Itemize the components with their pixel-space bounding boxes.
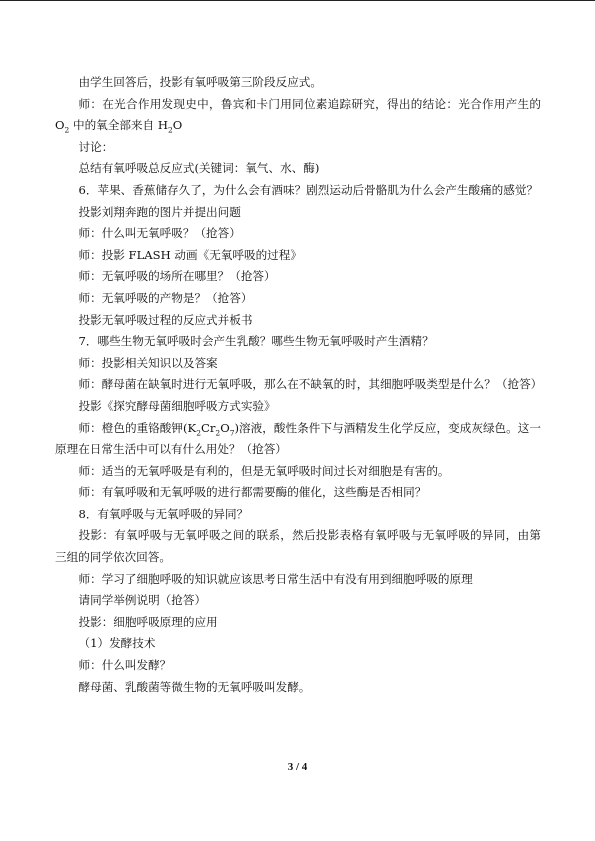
paragraph xyxy=(55,223,541,245)
paragraph xyxy=(55,137,541,159)
paragraph-text: 师：在光合作用发现史中，鲁宾和卡门用同位素追踪研究，得出的结论：光合作用产生的 O xyxy=(55,96,541,133)
header-rule xyxy=(0,0,595,1)
paragraph xyxy=(55,331,541,353)
paragraph-text: O xyxy=(220,420,230,435)
paragraph-text: 师：投影相关知识以及答案 xyxy=(78,355,218,370)
paragraph-text: 7．哪些生物无氧呼吸时会产生乳酸？哪些生物无氧呼吸时产生酒精？ xyxy=(78,334,434,349)
paragraph xyxy=(55,266,541,288)
paragraph-text: 投影：有氧呼吸与无氧呼吸之间的联系，然后投影表格有氧呼吸与无氧呼吸的异同，由第三组的同学依次回答。 xyxy=(55,528,541,565)
subscript-text: 2 xyxy=(64,125,70,135)
paragraph xyxy=(55,677,541,699)
paragraph xyxy=(55,158,541,180)
paragraph-text: 师：适当的无氧呼吸是有利的，但是无氧呼吸时间过长对细胞是有害的。 xyxy=(78,463,450,478)
paragraph-text: 6．苹果、香蕉储存久了，为什么会有酒味？剧烈运动后骨骼肌为什么会产生酸痛的感觉？ xyxy=(78,182,539,197)
paragraph-text: 师：橙色的重铬酸钾(K xyxy=(78,420,197,435)
paragraph-text: 投影：细胞呼吸原理的应用 xyxy=(78,614,218,629)
paragraph-text: 请同学举例说明（抢答） xyxy=(78,593,207,608)
paragraph-text: 师：无氧呼吸的产物是？（抢答） xyxy=(78,290,253,305)
paragraph-text: Cr xyxy=(201,420,216,435)
paragraph-text: 中的氧全部来自 H xyxy=(69,118,168,133)
paragraph xyxy=(55,202,541,224)
paragraph-text: 由学生回答后，投影有氧呼吸第三阶段反应式。 xyxy=(78,75,322,89)
paragraph-text: 投影无氧呼吸过程的反应式并板书 xyxy=(78,312,253,327)
paragraph xyxy=(55,72,541,94)
paragraph-text: O xyxy=(172,118,183,133)
paragraph xyxy=(55,461,541,483)
paragraph xyxy=(55,418,541,461)
paragraph xyxy=(55,569,541,591)
paragraph-text: )溶液，酸性条件下与酒精发生化学反应，变成灰绿色。这一原理在日常生活中可以有什么用处？（抢答） xyxy=(55,420,541,457)
subscript-text: 2 xyxy=(215,427,221,437)
paragraph-text: 师：酵母菌在缺氧时进行无氧呼吸，那么在不缺氧的时，其细胞呼吸类型是什么？（抢答） xyxy=(78,377,543,392)
paragraph-text: 师：投影 FLASH 动画《无氧呼吸的过程》 xyxy=(78,247,302,262)
paragraph-text: 投影刘翔奔跑的图片并提出问题 xyxy=(78,204,241,219)
paragraph-text: 8．有氧呼吸与无氧呼吸的异同？ xyxy=(78,506,249,521)
subscript-text: 2 xyxy=(196,427,201,437)
paragraph xyxy=(55,655,541,677)
paragraph xyxy=(55,633,541,655)
paragraph xyxy=(55,94,541,137)
paragraph xyxy=(55,482,541,504)
page-number: 3 / 4 xyxy=(287,761,308,773)
paragraph-text: 师：无氧呼吸的场所在哪里？（抢答） xyxy=(78,269,276,284)
paragraph-text: 投影《探究酵母菌细胞呼吸方式实验》 xyxy=(78,398,276,413)
document-body xyxy=(55,72,541,698)
paragraph xyxy=(55,245,541,267)
paragraph-text: 讨论： xyxy=(78,139,114,154)
paragraph-text: 师：什么叫发酵？ xyxy=(78,658,172,673)
paragraph xyxy=(55,504,541,526)
paragraph-text: 师：学习了细胞呼吸的知识就应该思考日常生活中有没有用到细胞呼吸的原理 xyxy=(78,571,473,586)
paragraph-text: 总结有氧呼吸总反应式(关键词：氧气、水、酶) xyxy=(78,161,320,176)
paragraph-text: （1）发酵技术 xyxy=(78,636,156,651)
paragraph-text: 酵母菌、乳酸菌等微生物的无氧呼吸叫发酵。 xyxy=(78,679,311,694)
paragraph xyxy=(55,612,541,634)
paragraph xyxy=(55,180,541,202)
paragraph xyxy=(55,310,541,332)
subscript-text: 2 xyxy=(167,125,173,135)
paragraph-text: 师：什么叫无氧呼吸？（抢答） xyxy=(78,226,241,241)
paragraph xyxy=(55,590,541,612)
paragraph-text: 师：有氧呼吸和无氧呼吸的进行都需要酶的催化，这些酶是否相同？ xyxy=(78,485,427,500)
paragraph xyxy=(55,396,541,418)
paragraph xyxy=(55,288,541,310)
paragraph xyxy=(55,525,541,568)
paragraph xyxy=(55,374,541,396)
paragraph xyxy=(55,353,541,375)
subscript-text: 7 xyxy=(229,427,235,437)
